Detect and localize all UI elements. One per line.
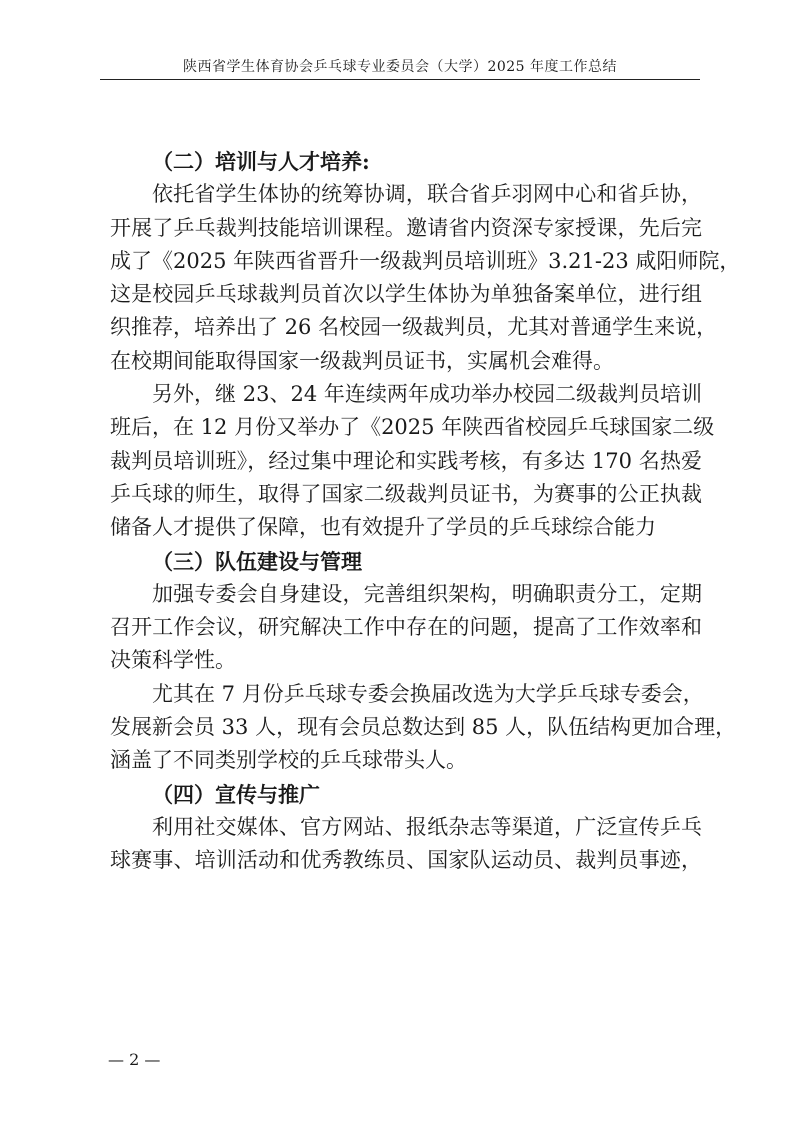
paragraph-line: 储备人才提供了保障，也有效提升了学员的乒乓球综合能力 (110, 515, 656, 540)
paragraph-line: 加强专委会自身建设，完善组织架构，明确职责分工，定期 (152, 581, 702, 606)
paragraph-line: 球赛事、培训活动和优秀教练员、国家队运动员、裁判员事迹， (110, 848, 702, 873)
paragraph-line: 涵盖了不同类别学校的乒乓球带头人。 (110, 748, 467, 773)
paragraph-line: 乒乓球的师生，取得了国家二级裁判员证书，为赛事的公正执裁 (110, 481, 702, 506)
paragraph (110, 811, 702, 878)
paragraph-line: 织推荐，培养出了 26 名校园一级裁判员，尤其对普通学生来说， (110, 315, 718, 340)
paragraph (110, 178, 741, 378)
paragraph-line: 开展了乒乓裁判技能培训课程。邀请省内资深专家授课，先后完 (110, 215, 702, 240)
paragraph-line: 决策科学性。 (110, 648, 236, 673)
section-heading-training: （二）培训与人才培养: (152, 149, 370, 174)
paragraph-line: 裁判员培训班》，经过集中理论和实践考核，有多达 170 名热爱 (110, 448, 702, 473)
section-heading-team: （三）队伍建设与管理 (152, 548, 362, 574)
section-heading-promotion: （四）宣传与推广 (152, 781, 320, 807)
paragraph-line: 成了《2025 年陕西省晋升一级裁判员培训班》3.21-23 咸阳师院， (110, 248, 741, 273)
paragraph-line: 尤其在 7 月份乒乓球专委会换届改选为大学乒乓球专委会， (152, 681, 704, 706)
page-number: — 2 — (108, 1050, 161, 1069)
paragraph-line: 班后，在 12 月份又举办了《2025 年陕西省校园乒乓球国家二级 (110, 415, 715, 440)
paragraph-line: 召开工作会议，研究解决工作中存在的问题，提高了工作效率和 (110, 615, 702, 640)
header-divider (100, 79, 700, 80)
paragraph (110, 678, 737, 778)
paragraph-line: 这是校园乒乓球裁判员首次以学生体协为单独备案单位，进行组 (110, 282, 702, 307)
page-header-title: 陕西省学生体育协会乒乓球专业委员会（大学）2025 年度工作总结 (182, 59, 618, 75)
paragraph-line: 利用社交媒体、官方网站、报纸杂志等渠道，广泛宣传乒乓 (152, 814, 702, 839)
paragraph-line: 依托省学生体协的统筹协调，联合省乒羽网中心和省乒协， (152, 182, 702, 207)
paragraph (110, 378, 715, 544)
paragraph-line: 发展新会员 33 人，现有会员总数达到 85 人，队伍结构更加合理， (110, 715, 737, 740)
paragraph (110, 578, 702, 678)
paragraph-line: 另外，继 23、24 年连续两年成功举办校园二级裁判员培训 (152, 382, 702, 407)
document-body (110, 145, 741, 878)
paragraph-line: 在校期间能取得国家一级裁判员证书，实属机会难得。 (110, 348, 614, 373)
